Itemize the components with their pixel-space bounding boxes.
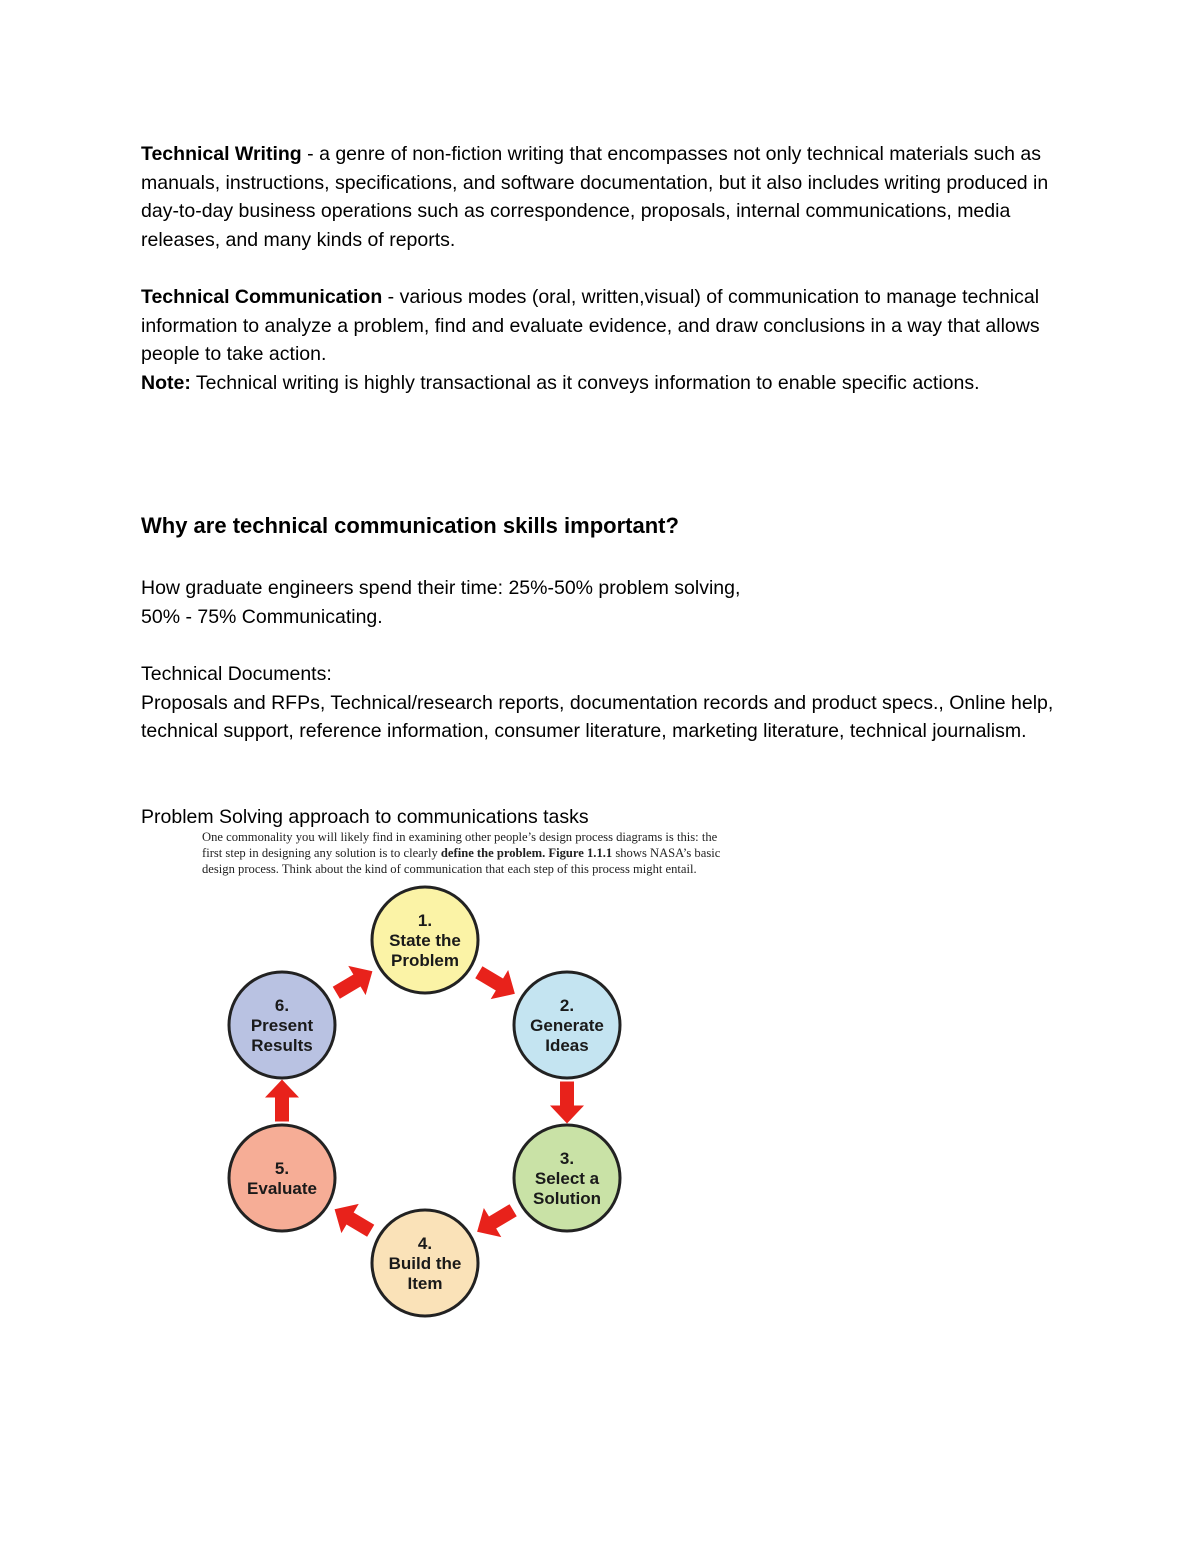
step-label: Select a [534,1169,600,1188]
excerpt-line-2 [202,845,772,861]
step-label: Item [407,1274,443,1293]
technical-documents-list: Proposals and RFPs, Technical/research reports, documentation records and product specs., Online help, technical support, reference information, consumer literature, marketing literature, technical journalism. [141,691,1054,743]
step-label: 5. [274,1159,290,1178]
step-6 [229,972,335,1078]
step-label: Results [251,1036,313,1055]
excerpt-emphasis: define the problem. Figure 1.1.1 [440,846,613,860]
definition-separator: - [382,286,400,308]
technical-writing-term: Technical Writing [141,143,302,165]
technical-communication-body: various modes (oral, written,visual) of communication to manage technical information to analyze a problem, find and evaluate evidence, and draw conclusions in a way that allows people to take action. [141,286,1040,366]
step-label: Present [250,1016,314,1035]
flow-arrow-icon [328,957,381,1008]
flow-arrow-icon [550,1082,584,1124]
step-label: Solution [533,1189,601,1208]
step-label: Problem [390,951,460,970]
flow-arrow-icon [265,1080,299,1122]
step-label: 6. [274,996,290,1015]
excerpt-line-2-end: shows NASA’s basic [612,846,721,860]
technical-communication-definition [141,283,1071,397]
time-spend-line-2: 50% - 75% Communicating. [141,605,383,628]
step-3 [514,1125,620,1231]
excerpt-line-1: One commonality you will likely find in examining other people’s design process diagrams is this: the [202,830,718,844]
flow-arrow-icon [468,1196,521,1247]
technical-writing-definition [141,140,1071,254]
approach-label: Problem Solving approach to communications tasks [141,806,589,828]
design-process-diagram [215,885,635,1325]
technical-writing-body: a genre of non-fiction writing that encompasses not only technical materials such as manuals, instructions, specifications, and software documentation, but it also includes writing produced in day-to-day business operations such as correspondence, proposals, internal communications, media releases, and many kinds of reports. [141,143,1049,251]
approach-block [141,803,1071,832]
note-body: Technical writing is highly transactional as it conveys information to enable specific actions. [190,371,980,394]
flow-arrow-icon [326,1195,379,1246]
technical-communication-term: Technical Communication [141,286,383,308]
step-label: State the [389,931,461,950]
step-label: 1. [417,911,433,930]
technical-documents-label: Technical Documents: [141,663,332,685]
step-label: 2. [559,996,575,1015]
time-spend-block [141,574,1071,631]
step-2 [514,972,620,1078]
time-spend-line-1: How graduate engineers spend their time: 25%-50% problem solving, [141,577,741,599]
step-label: Evaluate [247,1179,317,1198]
figure-excerpt-text [202,829,772,877]
section-heading: Why are technical communication skills important? [141,513,679,538]
step-label: Generate [530,1016,604,1035]
step-4 [372,1210,478,1316]
note-label: Note: [141,371,191,394]
excerpt-line-3: design process. Think about the kind of communication that each step of this process might entail. [202,862,697,876]
step-label: Build the [388,1254,462,1273]
technical-documents-block [141,660,1071,746]
step-label: 4. [417,1234,433,1253]
flow-arrow-icon [470,958,523,1009]
definition-separator: - [301,143,320,165]
step-5 [229,1125,335,1231]
excerpt-line-2-start: first step in designing any solution is to clearly [202,846,441,860]
step-1 [372,887,478,993]
step-label: Ideas [545,1036,589,1055]
step-label: 3. [559,1149,575,1168]
step-circle [229,1125,335,1231]
